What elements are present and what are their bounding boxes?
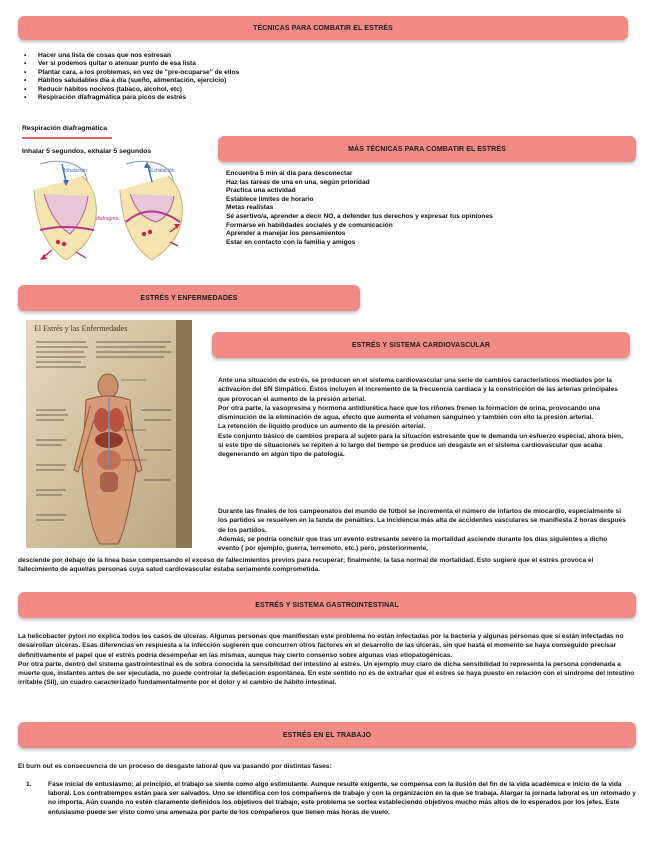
list-item: Encuentra 5 min al día para desconectar [226,170,353,177]
list-item: Practica una actividad [226,187,296,195]
list-item: • Ver si podemos quitar o atenuar punto de esa lista [22,60,622,68]
cardiovascular-text [218,376,630,460]
respiracion-underline [22,137,112,139]
list-item: • Hábitos saludables día a día (sueño, alimentación, ejercicio) [22,77,622,85]
list-item: Establece límites de horario [226,195,314,203]
banner-trabajo [18,722,636,748]
banner-cardiovascular [212,332,630,358]
respiracion-title: Respiración diafragmática [22,125,107,132]
label-inhalacion: Inhalación [64,168,87,174]
paragraph: Por otra parte, la vasopresina y hormona antidiurética hace que los riñones frenen la formación de orina, provocando una disminución de la eliminación de agua, efecto que aumenta el volumen sanguíneo y también con ello la presión arterial. [218,404,601,422]
banner-cardiovascular-label: ESTRÉS Y SISTEMA CARDIOVASCULAR [351,341,491,349]
label-diafragma: diafragma [96,216,119,222]
trabajo-intro: El burn out es consecuencia de un proceso de desgaste laboral que va pasando por distintas fases: [18,763,332,770]
inhale-figure [34,161,96,260]
book-photo [26,320,192,548]
list-item: • Reducir hábitos nocivos (tabaco, alcohol, etc) [22,86,622,94]
respiracion-subtitle: Inhalar 5 segundos, exhalar 5 segundos [22,148,152,155]
cardiovascular-final-fullwidth: desciende por debajo de la línea base compensando el exceso de fallecimientos previos para recuperar; finalmente, la tasa normal de mortalidad. Esto sugiere que el estrés provoca el fallecimiento de aquellas personas cuya salud cardiovascular estaba seriamente comprometida. [18,557,594,574]
banner-tecnicas [18,16,628,40]
banner-mas-tecnicas [218,136,636,162]
list-item: Sé asertivo/a, aprender a decir NO, a defender tus derechos y expresar tus opiniones [226,212,493,220]
paragraph: Además, se podría concluir que tras un evento estresante severo la mortalidad asciende durante los días siguientes a dicho evento ( por ejemplo, guerra, terremoto, etc.) pero, posteriormente, [218,535,608,553]
list-number: 1. [26,781,32,788]
diaphragm-illustration [22,160,192,268]
exhale-figure [120,161,182,260]
banner-gastrointestinal [18,592,636,618]
banner-enfermedades-label: ESTRÉS Y ENFERMEDADES [140,294,238,302]
book-page-illustration [26,320,192,548]
banner-enfermedades [18,285,360,311]
list-item: • Respiración diafragmática para picos de estrés [22,94,622,102]
list-item: Metas realistas [226,204,274,212]
paragraph: Por otra parte, dentro del sistema gastrointestinal es de sobra conocida la sensibilidad del intestino al estrés. Un ejemplo muy claro de dicha sensibilidad lo representa la persona condenada a muerte que, instantes antes de ser ejecutada, no puede controlar la defecación espontánea. En este sentido no es de extrañar que el estrés se haya puesto en relación con el síndrome del intestino irritable (SII), un cuadro caracterizado fundamentalmente por el dolor y el cambio de hábito intestinal. [18,660,635,687]
paragraph: Este conjunto básico de cambios prepara al sujeto para la situación estresante que le demanda un esfuerzo especial, ahora bien, si este tipo de situaciones se repiten a lo largo del tiempo se produce un desgaste en el sistema cardiovascular que acaba degenerando en algún tipo de patología. [218,432,623,459]
banner-mas-tecnicas-label: MÁS TÉCNICAS PARA COMBATIR EL ESTRÉS [348,145,506,153]
list-item: Haz las tareas de una en una, según prioridad [226,178,370,186]
paragraph: La helicobacter pylori no explica todos los casos de úlceras. Algunas personas que manifiestan este problema no están infectadas por la bacteria y algunas personas que sí están infectadas no desarrollan úlceras. Esas diferencias en respuesta a la infección sugieren que concurren otros factores en el desarrollo de las úlceras, sin que hasta el momento se haya conseguido precisar definitivamente el papel que el estrés podría desempeñar en las mismas, aunque hay cierto consenso sobre algunas vías etiopatogénicas. [18,633,624,659]
tecnicas-list [22,52,622,102]
list-item: Formarse en habilidades sociales y de comunicación [226,221,393,229]
paragraph: Ante una situación de estrés, se producen en el sistema cardiovascular una serie de cambios característicos mediados por la activación del SN Simpático. Éstos incluyen el incremento de la frecuencia cardíaca y la constricción de las arterias principales que provocan el aumento de la presión arterial. [218,377,618,403]
banner-gastrointestinal-label: ESTRÉS Y SISTEMA GASTROINTESTINAL [255,601,399,609]
list-item-text: Fase inicial de entusiasmo: al principio, el trabajo se siente como algo estimulante. Aunque resulte exigente, se compensa con la ilusión del fin de la vida académica e inicio de la vida laboral. Los contratiempos están para ser salvados. Uno se identifica con los compañeros de trabajo y con la organización en la que se trabaja. Alargar la jornada laboral es un retomado y no importa. Aún cuando no estén claramente definidos los objetivos del trabajo, este problema se sortea estableciendo objetivos mucho más altos de lo esperados por los jefes. Este entusiasmo puede ser visto como una amenaza por parte de los compañeros que tienen más horas de vuelo. [48,781,636,816]
banner-trabajo-label: ESTRÉS EN EL TRABAJO [282,731,372,739]
list-item: Aprender a manejar los pensamientos [226,230,346,238]
banner-tecnicas-label: TÉCNICAS PARA COMBATIR EL ESTRÉS [253,24,393,32]
book-heading: El Estrés y las Enfermedades [34,324,128,333]
label-exhalacion: Exhalación [150,168,175,174]
list-item: Estar en contacto con la familia y amigos [226,238,356,246]
trabajo-list-item [26,780,636,817]
paragraph: Durante las finales de los campeonatos del mundo de fútbol se incrementa el número de infartos de miocardio, especialmente si los partidos se resuelven en la tanda de penalties. La incidencia más alta de accidentes vasculares se manifiesta 2 horas después de los partidos. [218,508,626,534]
cardiovascular-final-text [218,507,630,553]
mas-tecnicas-list [226,170,636,247]
list-item: • Hacer una lista de cosas que nos estresan [22,52,622,60]
list-item: • Plantar cara, a los problemas, en vez de "pre-ocuparse" de ellos [22,69,622,77]
paragraph: La retención de líquido produce un aumento de la presión arterial. [218,423,426,431]
gastro-text [18,632,636,688]
